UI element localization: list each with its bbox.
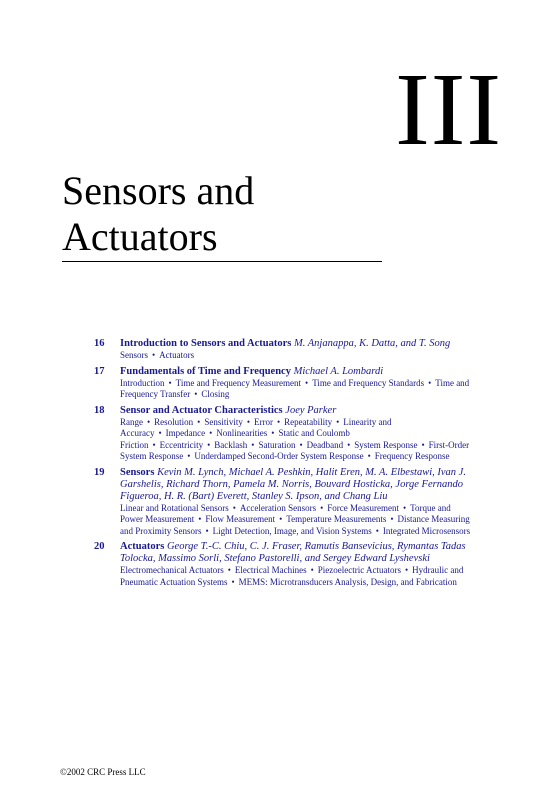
- chapter-heading: [120, 366, 474, 378]
- title-rule: [62, 261, 382, 262]
- chapter-number: 19: [94, 466, 105, 478]
- section-link[interactable]: Temperature Measurements: [286, 514, 387, 524]
- section-link[interactable]: Integrated Microsensors: [382, 525, 471, 536]
- part-title: Sensors and Actuators: [62, 168, 255, 259]
- chapter-number: 16: [94, 338, 105, 349]
- section-link[interactable]: Backlash: [214, 439, 248, 450]
- section-link[interactable]: Electrical Machines: [234, 565, 307, 575]
- bullet-separator: •: [194, 389, 198, 399]
- toc-entry: [94, 541, 474, 588]
- chapter-authors: Joey Parker: [285, 404, 337, 416]
- section-link[interactable]: Resolution: [154, 416, 194, 427]
- section-link[interactable]: Torque and Power Measurement: [120, 502, 451, 524]
- chapter-sections: [120, 503, 474, 538]
- bullet-separator: •: [231, 576, 235, 587]
- bullet-separator: •: [205, 525, 209, 536]
- section-link[interactable]: Repeatability: [284, 416, 333, 427]
- toc-entry: [94, 338, 474, 362]
- toc-entry-body: [120, 405, 474, 463]
- chapter-title[interactable]: Introduction to Sensors and Actuators: [120, 338, 292, 349]
- copyright-footer: ©2002 CRC Press LLC: [60, 767, 146, 777]
- bullet-separator: •: [320, 502, 324, 513]
- section-link[interactable]: Introduction: [120, 377, 165, 388]
- chapter-heading: [120, 467, 474, 503]
- chapter-heading: [120, 338, 474, 350]
- toc-entry-body: [120, 541, 474, 588]
- chapter-heading: [120, 405, 474, 417]
- chapter-authors: M. Anjanappa, K. Datta, and T. Song: [293, 338, 451, 349]
- bullet-separator: •: [305, 377, 309, 388]
- section-link[interactable]: Acceleration Sensors: [239, 502, 317, 513]
- part-numeral: III: [395, 52, 502, 167]
- bullet-separator: •: [168, 377, 172, 388]
- bullet-separator: •: [403, 502, 407, 513]
- toc-entry: [94, 405, 474, 463]
- bullet-separator: •: [390, 514, 394, 524]
- section-link[interactable]: Electromechanical Actuators: [120, 565, 224, 575]
- toc-entry-body: [120, 467, 474, 538]
- section-link[interactable]: Underdamped Second-Order System Response: [194, 451, 364, 461]
- bullet-separator: •: [152, 350, 156, 360]
- section-link[interactable]: Distance Measuring and Proximity Sensors: [120, 514, 470, 536]
- chapter-sections: [120, 378, 474, 401]
- section-link[interactable]: Deadband: [306, 439, 344, 450]
- chapter-number: 17: [94, 365, 105, 377]
- bullet-separator: •: [299, 439, 303, 450]
- bullet-separator: •: [207, 439, 211, 450]
- bullet-separator: •: [152, 439, 156, 450]
- chapter-authors: George T.-C. Chiu, C. J. Fraser, Ramutis Bansevicius, Rymantas Tadas Tolocka, Massimo Sorli, Stefano Pastorelli, and Sergey Edward Lyshevski: [120, 541, 466, 564]
- chapter-sections: [120, 565, 474, 588]
- bullet-separator: •: [197, 416, 201, 427]
- toc-entry: [94, 366, 474, 401]
- section-link[interactable]: First-Order System Response: [120, 439, 470, 461]
- section-link[interactable]: Time and Frequency Transfer: [120, 377, 470, 399]
- chapter-sections: [120, 417, 474, 463]
- bullet-separator: •: [421, 439, 425, 450]
- bullet-separator: •: [158, 428, 162, 438]
- toc-entry-body: [120, 366, 474, 401]
- section-link[interactable]: Nonlinearities: [216, 428, 268, 438]
- section-link[interactable]: Range: [120, 416, 143, 427]
- bullet-separator: •: [147, 416, 151, 427]
- section-link[interactable]: Time and Frequency Measurement: [175, 377, 302, 388]
- section-link[interactable]: MEMS: Microtransducers Analysis, Design, and Fabrication: [238, 576, 457, 587]
- section-link[interactable]: Static and Coulomb Friction: [120, 428, 350, 450]
- section-link[interactable]: Closing: [201, 389, 230, 399]
- section-link[interactable]: Impedance: [165, 428, 206, 438]
- chapter-title[interactable]: Fundamentals of Time and Frequency: [120, 365, 291, 377]
- section-link[interactable]: Linear and Rotational Sensors: [120, 502, 229, 513]
- section-link[interactable]: Saturation: [258, 439, 296, 450]
- section-link[interactable]: Sensitivity: [204, 416, 243, 427]
- section-link[interactable]: Actuators: [159, 350, 195, 360]
- section-link[interactable]: Force Measurement: [327, 502, 400, 513]
- bullet-separator: •: [375, 525, 379, 536]
- bullet-separator: •: [404, 565, 409, 575]
- toc-entry: [94, 467, 474, 538]
- chapter-sections: [120, 350, 474, 362]
- bullet-separator: •: [336, 416, 340, 427]
- bullet-separator: •: [367, 451, 371, 461]
- bullet-separator: •: [209, 428, 213, 438]
- section-link[interactable]: Time and Frequency Standards: [312, 377, 425, 388]
- toc-entry-body: [120, 338, 474, 362]
- bullet-separator: •: [310, 565, 314, 575]
- chapter-title[interactable]: Sensor and Actuator Characteristics: [120, 404, 283, 416]
- bullet-separator: •: [277, 416, 281, 427]
- section-link[interactable]: Eccentricity: [159, 439, 204, 450]
- chapter-title[interactable]: Actuators: [120, 541, 165, 552]
- section-link[interactable]: System Response: [354, 439, 418, 450]
- bullet-separator: •: [246, 416, 250, 427]
- table-of-contents: [94, 338, 474, 592]
- chapter-title[interactable]: Sensors: [120, 466, 155, 478]
- chapter-number: 18: [94, 404, 105, 416]
- section-link[interactable]: Frequency Response: [374, 451, 450, 461]
- bullet-separator: •: [187, 451, 191, 461]
- chapter-authors: Kevin M. Lynch, Michael A. Peshkin, Halit Eren, M. A. Elbestawi, Ivan J. Garshelis, Richard Thorn, Pamela M. Norris, Bouvard Hosticka, Jorge Fernando Figueroa, H. R. (Bart) Everett, Stanley S. Ipson, and Chang Liu: [120, 466, 466, 502]
- section-link[interactable]: Light Detection, Image, and Vision Systems: [212, 525, 372, 536]
- chapter-authors: Michael A. Lombardi: [293, 365, 384, 377]
- chapter-number: 20: [94, 541, 105, 552]
- bullet-separator: •: [279, 514, 283, 524]
- section-link[interactable]: Piezoelectric Actuators: [317, 565, 401, 575]
- section-link[interactable]: Sensors: [120, 350, 149, 360]
- bullet-separator: •: [227, 565, 231, 575]
- section-link[interactable]: Error: [254, 416, 273, 427]
- bullet-separator: •: [198, 514, 202, 524]
- section-link[interactable]: Flow Measurement: [205, 514, 276, 524]
- bullet-separator: •: [232, 502, 236, 513]
- bullet-separator: •: [347, 439, 351, 450]
- section-link[interactable]: Hydraulic and Pneumatic Actuation Systems: [120, 565, 464, 587]
- section-link[interactable]: Linearity and Accuracy: [120, 416, 392, 438]
- bullet-separator: •: [251, 439, 255, 450]
- bullet-separator: •: [271, 428, 275, 438]
- chapter-heading: [120, 541, 474, 565]
- bullet-separator: •: [428, 377, 432, 388]
